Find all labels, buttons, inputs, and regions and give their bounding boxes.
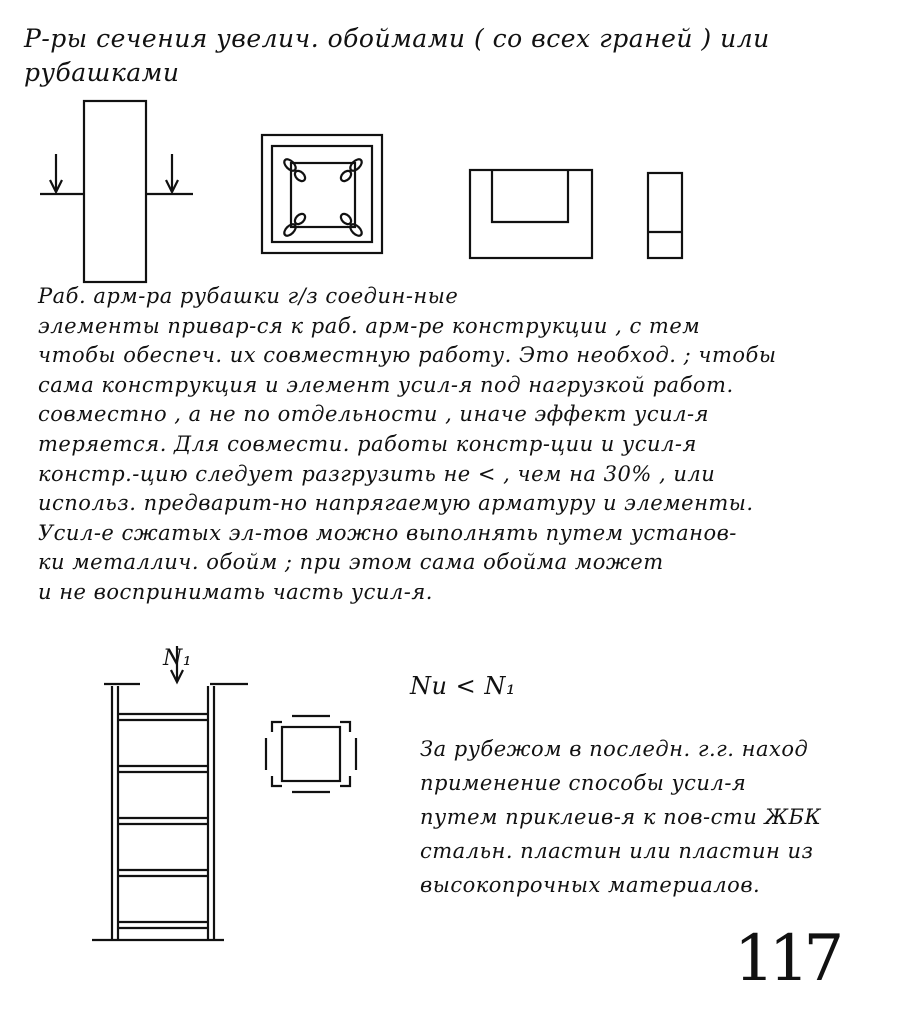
paragraph-line: стальн. пластин или пластин из [420, 839, 814, 863]
paragraph-line: сама конструкция и элемент усил-я под нагрузкой работ. [38, 372, 734, 397]
paragraph-line: использ. предварит-но напрягаемую арматуру и элементы. [38, 491, 754, 516]
body-paragraph-1 [38, 282, 898, 608]
column-elevation-sketch [40, 101, 193, 282]
paragraph-line: чтобы обеспеч. их совместную работу. Это необход. ; чтобы [38, 343, 777, 368]
header-line-1: Р-ры сечения увелич. обоймами ( со всех граней ) или [24, 24, 770, 53]
u-jacket-sketch [470, 170, 592, 258]
page-number: 117 [734, 922, 839, 996]
paragraph-line: высокопрочных материалов. [420, 873, 761, 897]
paragraph-line: констр.-цию следует разгрузить не < , чем на 30% , или [38, 461, 716, 486]
angle-cage-section-sketch [266, 716, 356, 792]
metal-cage-column-sketch [92, 646, 248, 940]
jacket-section-sketch [262, 135, 382, 253]
narrow-element-sketch [648, 173, 682, 258]
load-label: N₁ [163, 646, 193, 671]
paragraph-line: элементы привар-ся к раб. арм-ре конструкции , с тем [38, 313, 701, 338]
paragraph-line: За рубежом в последн. г.г. наход [420, 737, 809, 761]
paragraph-line: ки металлич. обойм ; при этом сама обойма может [38, 550, 664, 575]
paragraph-line: теряется. Для совмести. работы констр-ции и усил-я [38, 431, 697, 456]
paragraph-line: применение способы усил-я [420, 771, 747, 795]
paragraph-line: путем приклеив-я к пов-сти ЖБК [420, 805, 822, 829]
force-formula: Nи < N₁ [410, 672, 516, 700]
paragraph-line: Усил-е сжатых эл-тов можно выполнять путем установ- [38, 520, 737, 545]
header-line-2: рубашками [24, 58, 180, 87]
paragraph-line: совместно , а не по отдельности , иначе эффект усил-я [38, 402, 709, 427]
paragraph-line: Раб. арм-ра рубашки г/з соедин-ные [38, 284, 459, 308]
body-paragraph-2 [420, 732, 821, 902]
paragraph-line: и не воспринимать часть усил-я. [38, 579, 433, 604]
